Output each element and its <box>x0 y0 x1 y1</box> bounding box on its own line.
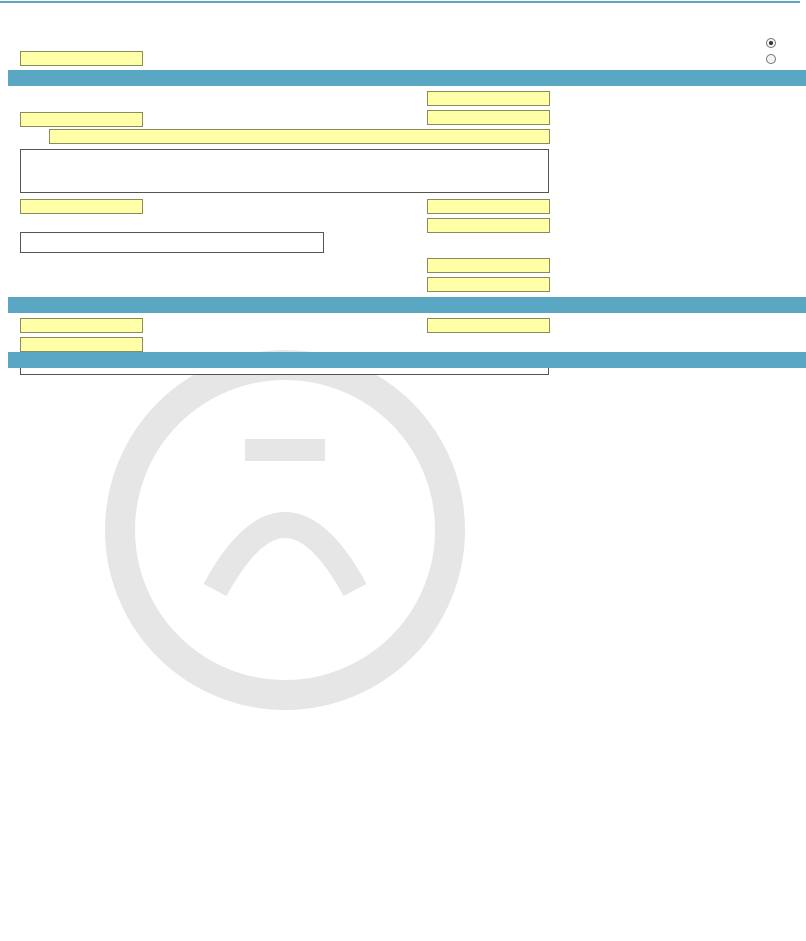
scope-box <box>20 232 324 253</box>
description-box <box>20 149 549 193</box>
general-section-header <box>8 70 806 86</box>
responsible-field <box>20 318 143 333</box>
postal-code-field <box>20 337 143 352</box>
org-field <box>427 318 550 333</box>
organizer-section-header <box>8 297 806 313</box>
province-field <box>427 199 550 214</box>
min-quality-field <box>427 258 550 273</box>
renewed-tender-radio[interactable] <box>766 54 776 64</box>
prev-tender-field <box>20 51 143 66</box>
page-title <box>0 1 800 3</box>
watermark-logo <box>95 340 475 720</box>
new-tender-radio[interactable] <box>766 38 776 48</box>
tender-number-field <box>427 91 550 106</box>
city-field <box>20 199 143 214</box>
min-tech-field <box>427 277 550 292</box>
holding-type-field <box>427 110 550 125</box>
keyword-field <box>20 112 143 127</box>
category-field <box>427 218 550 233</box>
subject-field <box>49 129 550 144</box>
